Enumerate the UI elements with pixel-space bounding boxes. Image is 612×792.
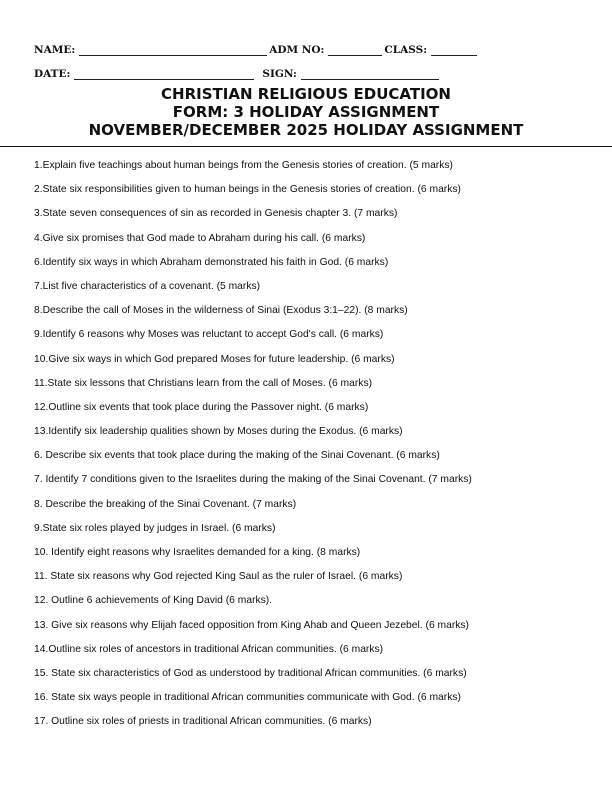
question-item: 13.Identify six leadership qualities shown by Moses during the Exodus. (6 marks) xyxy=(34,426,403,438)
adm-no-label: ADM NO: xyxy=(269,44,325,56)
student-details xyxy=(34,36,594,84)
question-list xyxy=(34,156,604,737)
adm-no-blank[interactable] xyxy=(328,43,382,56)
question-item: 6. Describe six events that took place during the making of the Sinai Covenant. (6 marks) xyxy=(34,450,440,462)
title-period: NOVEMBER/DECEMBER 2025 HOLIDAY ASSIGNMENT xyxy=(88,121,524,139)
name-label: NAME: xyxy=(34,44,76,56)
date-blank[interactable] xyxy=(74,67,254,80)
question-item: 9.State six roles played by judges in Israel. (6 marks) xyxy=(34,522,276,534)
name-adm-class-row xyxy=(34,36,594,56)
date-label: DATE: xyxy=(34,68,71,80)
question-item: 14.Outline six roles of ancestors in traditional African communities. (6 marks) xyxy=(34,643,384,655)
question-item: 2.State six responsibilities given to human beings in the Genesis stories of creation. (6 marks) xyxy=(34,184,461,196)
question-item: 12.Outline six events that took place during the Passover night. (6 marks) xyxy=(34,401,369,413)
question-item: 8.Describe the call of Moses in the wilderness of Sinai (Exodus 3:1–22). (8 marks) xyxy=(34,305,408,317)
title-form: FORM: 3 HOLIDAY ASSIGNMENT xyxy=(172,103,440,121)
question-item: 8. Describe the breaking of the Sinai Covenant. (7 marks) xyxy=(34,498,297,510)
question-item: 1.Explain five teachings about human beings from the Genesis stories of creation. (5 marks) xyxy=(34,160,453,171)
question-item: 3.State seven consequences of sin as recorded in Genesis chapter 3. (7 marks) xyxy=(34,208,398,220)
assignment-title xyxy=(0,85,612,139)
class-blank[interactable] xyxy=(431,43,477,56)
question-item: 16. State six ways people in traditional African communities communicate with God. (6 marks) xyxy=(34,692,461,704)
sign-label: SIGN: xyxy=(262,68,297,80)
question-item: 11.State six lessons that Christians learn from the call of Moses. (6 marks) xyxy=(34,377,373,389)
question-item: 13. Give six reasons why Elijah faced opposition from King Ahab and Queen Jezebel. (6 marks) xyxy=(34,619,469,631)
title-divider xyxy=(0,146,612,147)
question-item: 9.Identify 6 reasons why Moses was reluctant to accept God's call. (6 marks) xyxy=(34,329,384,341)
question-item: 11. State six reasons why God rejected King Saul as the ruler of Israel. (6 marks) xyxy=(34,571,403,583)
question-item: 7. Identify 7 conditions given to the Israelites during the making of the Sinai Covenant. (7 marks) xyxy=(34,474,472,486)
sign-blank[interactable] xyxy=(301,67,439,80)
question-item: 6.Identify six ways in which Abraham demonstrated his faith in God. (6 marks) xyxy=(34,256,389,268)
name-blank[interactable] xyxy=(79,43,267,56)
question-item: 4.Give six promises that God made to Abraham during his call. (6 marks) xyxy=(34,232,366,244)
question-item: 7.List five characteristics of a covenant. (5 marks) xyxy=(34,280,261,292)
title-subject: CHRISTIAN RELIGIOUS EDUCATION xyxy=(161,85,451,103)
question-item: 17. Outline six roles of priests in traditional African communities. (6 marks) xyxy=(34,716,372,728)
date-sign-row xyxy=(34,60,594,80)
question-item: 12. Outline 6 achievements of King David (6 marks). xyxy=(34,595,273,607)
class-label: CLASS: xyxy=(384,44,428,56)
question-item: 10.Give six ways in which God prepared Moses for future leadership. (6 marks) xyxy=(34,353,395,365)
question-item: 10. Identify eight reasons why Israelites demanded for a king. (8 marks) xyxy=(34,547,361,558)
question-item: 15. State six characteristics of God as understood by traditional African communities. (6 marks) xyxy=(34,667,467,679)
